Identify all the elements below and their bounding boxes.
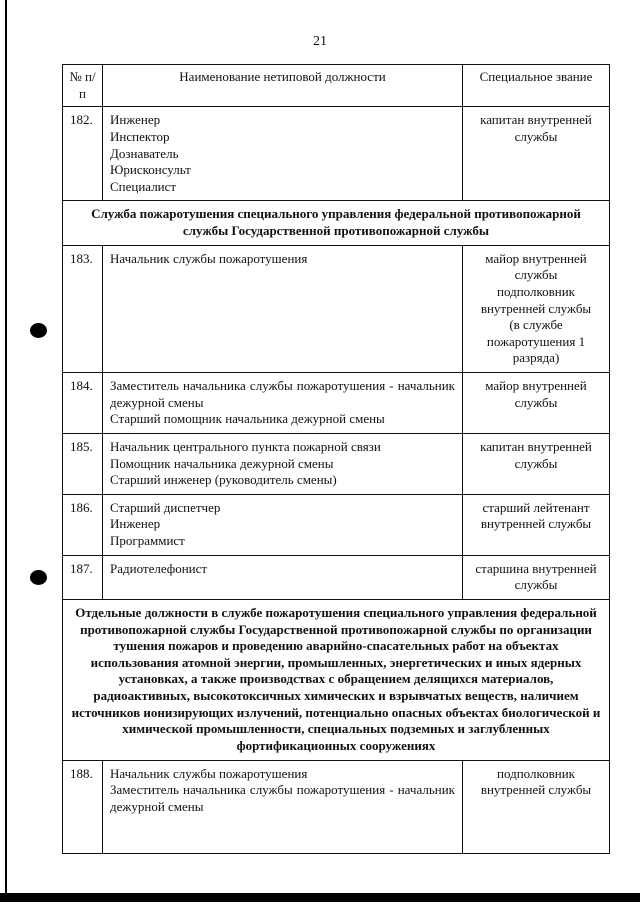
position-names [103, 760, 463, 853]
position-line: Начальник центрального пункта пожарной связи [110, 438, 381, 454]
table-row [63, 433, 610, 494]
position-line: Инженер [110, 516, 161, 532]
special-rank [463, 760, 610, 853]
position-line: Старший диспетчер [110, 499, 221, 515]
rank-line: подполковник внутренней службы [480, 765, 592, 798]
position-line: Старший помощник начальника дежурной смены [110, 411, 385, 427]
section-header: Служба пожаротушения специального управления федеральной противопожарной службы Государственной противопожарной службы [63, 201, 610, 245]
special-rank [463, 373, 610, 434]
rank-line: старшина внутренней службы [475, 560, 597, 593]
position-line: Заместитель начальника службы пожаротушения - начальник дежурной смены [110, 782, 455, 814]
position-names [103, 245, 463, 372]
position-line: Инженер [110, 112, 161, 128]
position-names [103, 555, 463, 599]
rank-line: подполковник внутренней службы [480, 283, 592, 316]
punch-hole-top [30, 323, 47, 338]
row-number: 188. [63, 760, 103, 853]
scan-edge-bottom [0, 893, 640, 902]
row-number: 183. [63, 245, 103, 372]
table-row [63, 760, 610, 853]
positions-table [62, 64, 610, 854]
rank-line: капитан внутренней службы [480, 112, 592, 144]
special-rank [463, 107, 610, 201]
header-rank: Специальное звание [463, 65, 610, 107]
position-line: Начальник службы пожаротушения [110, 250, 308, 266]
table-row [63, 555, 610, 599]
table-row [63, 373, 610, 434]
row-number: 184. [63, 373, 103, 434]
special-rank [463, 555, 610, 599]
special-rank [463, 433, 610, 494]
row-number: 185. [63, 433, 103, 494]
table-row [63, 245, 610, 372]
section-row [63, 201, 610, 245]
header-row [63, 65, 610, 107]
special-rank [463, 245, 610, 372]
row-number: 186. [63, 494, 103, 555]
page-number: 21 [313, 34, 327, 49]
row-number: 187. [63, 555, 103, 599]
position-names [103, 107, 463, 201]
scan-edge-left [5, 0, 7, 895]
section-row [63, 599, 610, 760]
rank-line: майор внутренней службы [485, 378, 587, 410]
position-line: Юрисконсульт [110, 162, 191, 178]
section-header: Отдельные должности в службе пожаротушения специального управления федеральной противопожарной службы Государственной противопожарной службы по организации тушения пожаров и проведению аварийно-спасательных работ на объектах использования атомной энергии, промышленных, энергетических и иных ядерных установках, а также производствах с обращением делящихся материалов, радиоактивных, высокотоксичных химических и взрывчатых веществ, наличием источников ионизирующих излучений, потенциально опасных объектах биологической и химической промышленности, специальных подземных и заглубленных фортификационных сооружениях [63, 599, 610, 760]
position-line: Дознаватель [110, 145, 179, 161]
position-line: Программист [110, 533, 185, 548]
position-names [103, 433, 463, 494]
rank-line: майор внутренней службы [485, 250, 587, 283]
position-names [103, 373, 463, 434]
table-row [63, 494, 610, 555]
punch-hole-bottom [30, 570, 47, 585]
position-line: Инспектор [110, 128, 170, 144]
rank-line: капитан внутренней службы [480, 438, 592, 471]
table-row [63, 107, 610, 201]
position-line: Старший инженер (руководитель смены) [110, 472, 337, 488]
table-header [63, 65, 610, 107]
position-line: Специалист [110, 178, 177, 194]
header-position: Наименование нетиповой должности [103, 65, 463, 107]
header-num: № п/п [63, 65, 103, 107]
position-names [103, 494, 463, 555]
position-line: Заместитель начальника службы пожаротушения - начальник дежурной смены [110, 378, 455, 410]
table-body [63, 107, 610, 853]
special-rank [463, 494, 610, 555]
position-line: Помощник начальника дежурной смены [110, 455, 334, 471]
rank-line: (в службе пожаротушения 1 разряда) [486, 317, 586, 366]
position-line: Начальник службы пожаротушения [110, 765, 308, 781]
position-line: Радиотелефонист [110, 560, 208, 576]
rank-line: старший лейтенант внутренней службы [480, 499, 592, 532]
row-number: 182. [63, 107, 103, 201]
